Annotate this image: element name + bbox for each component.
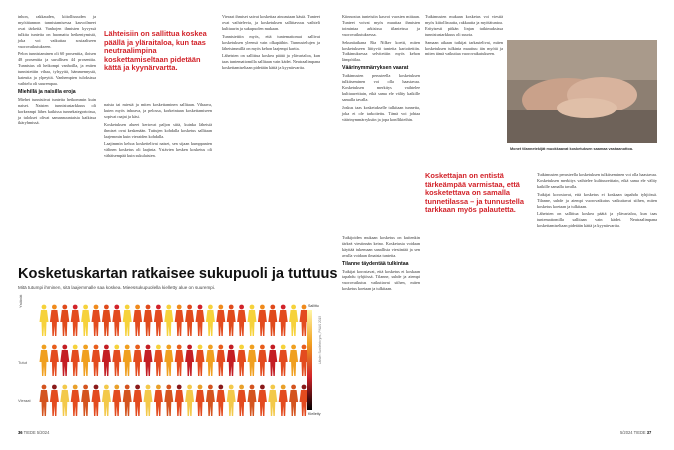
paragraph: Samaan aikaan tutkijat tarkastelivat, miten kosketuksen tulkinta muuttuu iän myötä ja miten tämä vaikuttaa vuorovaikutukseen. <box>425 39 503 57</box>
body-silhouette <box>102 385 111 416</box>
body-silhouette <box>112 385 121 416</box>
body-silhouette <box>81 345 90 376</box>
footer-left <box>18 430 49 435</box>
body-silhouette <box>206 385 215 416</box>
magazine-issue: 5/2024 TIEDE <box>620 430 646 435</box>
page-number: 37 <box>646 430 652 435</box>
hands-photo-illustration <box>507 40 657 143</box>
article-column-1 <box>18 14 96 128</box>
body-silhouette <box>60 345 69 376</box>
body-silhouette <box>289 305 298 336</box>
body-silhouette <box>227 305 236 336</box>
body-silhouette <box>258 385 267 416</box>
body-silhouette <box>40 345 49 376</box>
body-silhouette <box>227 345 236 376</box>
color-scale-bar <box>307 310 312 410</box>
body-silhouette <box>268 305 277 336</box>
body-silhouette <box>60 385 69 416</box>
body-silhouette <box>237 345 246 376</box>
body-silhouette <box>50 305 59 336</box>
body-silhouette <box>144 345 153 376</box>
paragraph: Tutkijoiden mukaan kosketus on kuitenkin tärkeä viestinnän keino. Kosketusta voidaan käyttää tukemaan sanallista viestintää ja sen avulla voidaan ilmaista tunteita. <box>342 235 420 258</box>
article-column-7 <box>537 172 657 231</box>
row-label: Vieraat <box>18 398 31 403</box>
paragraph: Miehet tunnistivat tunteita heikommin kuin naiset. Naisten tunnistustarkkuus oli korkeampi lähes kaikissa tunnekategorioissa, ja tulokset olivat samansuuntaisia kaikissa ikäryhmissä. <box>18 96 96 126</box>
body-silhouette <box>237 305 246 336</box>
article-photo <box>507 40 657 143</box>
body-silhouette <box>258 345 267 376</box>
pull-quote-1: Lähteisiin on sallittua koskea päällä ja yläraitaloa, kun taas neutraalimpina koskettamiseltaan pidetään kättä ja kyynärvartta. <box>104 29 207 73</box>
figure-title: Kosketuskartan ratkaisee sukupuoli ja tuttuus <box>18 266 338 282</box>
paragraph: Pelon tunnistaminen oli 60 prosenttia, iloisen 48 prosenttia ja surullisen 44 prosenttia. Tunnistus oli heikompi vanhoilla, ja eniten tunnistettiin vihaa, tylsyyttä, hämmennystä, kateutta ja ylpeyttä. Vanhempien tuloksissa vaihtelu oli suurempaa. <box>18 51 96 86</box>
body-silhouette <box>40 305 49 336</box>
body-silhouette <box>185 305 194 336</box>
body-silhouette <box>175 345 184 376</box>
body-silhouette <box>185 385 194 416</box>
figure-source: Lähde: Suvilehto ym., PNAS 2015 <box>318 315 323 365</box>
legend-allowed-label: Sallittu <box>308 304 319 308</box>
paragraph: Tutkimusten mukaan kosketus voi viestiä myös kiitollisuutta, rakkautta ja myötätuntoa. Erityisesti pitkän linjan tutkimuksissa tunnistustarkkuus oli suurta. <box>425 14 503 37</box>
paragraph: Tutkijat korostavat, että kosketus ei koskaan tapahdu tyhjiössä. Tilanne, suhde ja aiempi vuorovaikutus vaikuttavat siihen, miten kosketus koetaan ja tulkitaan. <box>342 268 420 292</box>
page-number: 36 <box>18 430 23 435</box>
article-column-5 <box>342 235 420 294</box>
body-silhouette <box>248 305 257 336</box>
paragraph: Tutkimusten perusteella kosketuksen tulkitseminen voi olla haastavaa. Kosketuksen merkitys vaihtelee kulttuureittain, eikä sama ele välity kaikille samalla tavalla. <box>342 73 420 102</box>
body-silhouette <box>216 385 225 416</box>
pull-quote-2: Koskettajan on entistä tärkeämpää varmistaa, että kosketettava on samalla tunnetilassa – ja tunnustella tarkkaan myös palautetta. <box>425 171 524 215</box>
paragraph: Läheisten on sallittua koskea päätä ja ylävartaloa, kun taas tuntemattomilla sallitaan vain kädet. Neutraalimpana koskettamiseltaan pidetään kättä ja kyynärvartta. <box>537 211 657 229</box>
paragraph: inhon, rakkauden, kiitollisuuden ja myötätunnon tunnistamisessa kasvoilmeet ovat tärkeitä. Vanhojen ihmisten kyvyssä tulkita tunteita on huomattu heikentymistä, joka voi vaikuttaa sosiaaliseen vuorovaikutukseen. <box>18 14 96 49</box>
body-silhouette <box>248 385 257 416</box>
body-silhouette <box>40 385 49 416</box>
body-silhouette <box>164 345 173 376</box>
body-silhouette <box>248 345 257 376</box>
legend-forbidden-label: Kielletty <box>308 412 321 416</box>
body-silhouette <box>123 305 132 336</box>
paragraph: Läheisten on sallittua koskea päätä ja ylävartaloa, kun taas tuntemattomilla sallitaan vain kädet. Neutraalimpana koskettamiseltaan pidetään kättä ja kyynärvartta. <box>222 53 320 71</box>
body-silhouette <box>102 345 111 376</box>
paragraph: Tutkijat korostavat, että kosketus ei koskaan tapahdu tyhjiössä. Tilanne, suhde ja aiempi vuorovaikutus vaikuttavat siihen, miten kosketus koetaan ja tulkitaan. <box>537 191 657 209</box>
paragraph: Joskus taas kosketukselle tulkitaan tunnetta, joka ei ole tarkoitettu. Tämä voi johtaa väärinymmärryksiin ja jopa konflikteihin. <box>342 104 420 122</box>
body-silhouette <box>71 345 80 376</box>
section-heading: Väärinymmärryksen vaarat <box>342 65 409 72</box>
photo-caption: Monet tilannetekijät muokkaavat kosketuksen saamaa vastaanottoa. <box>510 147 634 151</box>
body-silhouette <box>164 385 173 416</box>
paragraph: Laajimmin kehoa koskettelivat naiset, sen sijaan kumppanien välinen kosketus oli laajinta. Ystävien kesken kosketus oli vähäisempää kuin sukulaisten. <box>104 141 212 159</box>
body-silhouette <box>133 385 142 416</box>
body-silhouette <box>196 345 205 376</box>
body-silhouette <box>92 385 101 416</box>
body-silhouette <box>71 305 80 336</box>
paragraph: naista tai miestä ja miten koskettaminen sallitaan. Vihaava, kuten myös inhoava, ja pelossa, korkeintaan koskettamiseen sopivat raajat ja käsi. <box>104 102 212 119</box>
body-silhouette <box>164 305 173 336</box>
body-silhouette <box>227 385 236 416</box>
body-silhouette <box>154 305 163 336</box>
body-silhouette <box>279 345 288 376</box>
body-silhouette <box>268 385 277 416</box>
body-silhouette <box>81 305 90 336</box>
paragraph: Sekuntiaikana Ria Nilker koetti, miten kosketukseen liittyviä tunteita kartoitettiin. Tutkimuksessa selvitettiin myös kehon lämpötilaa. <box>342 39 420 63</box>
body-silhouettes <box>32 298 332 423</box>
body-silhouette <box>50 385 59 416</box>
body-silhouette <box>144 305 153 336</box>
body-silhouette <box>279 385 288 416</box>
article-column-3 <box>222 14 320 73</box>
body-silhouette <box>206 345 215 376</box>
body-silhouette <box>175 385 184 416</box>
article-column-2 <box>104 102 212 161</box>
body-silhouette <box>279 305 288 336</box>
body-silhouette <box>133 305 142 336</box>
body-silhouette <box>289 385 298 416</box>
article-column-4 <box>342 14 420 124</box>
body-silhouette <box>154 385 163 416</box>
body-silhouette <box>216 345 225 376</box>
body-silhouette <box>81 385 90 416</box>
body-silhouette <box>92 345 101 376</box>
body-silhouette <box>185 345 194 376</box>
figure-subtitle: Mitä tutumpi ihminen, sitä laajemmalle saa koskea. Mieessukupuolella kielletty alue on suurempi. <box>18 285 216 290</box>
section-heading: Miehillä ja naisilla eroja <box>18 88 76 95</box>
paragraph: Kosketuksen alueet kertovat paljon siitä, kuinka läheisiä ihmiset ovat keskenään. Tuttujen kohdalla kosketus sallitaan laajemmin kuin vieraiden kohdalla. <box>104 121 212 139</box>
paragraph: Tutkimusten perusteella kosketuksen tulkitseminen voi olla haastavaa. Kosketuksen merkitys vaihtelee kulttuureittain, eikä sama ele välity kaikille samalla tavalla. <box>537 172 657 189</box>
body-silhouette <box>60 305 69 336</box>
body-silhouette <box>123 385 132 416</box>
body-silhouette <box>102 305 111 336</box>
body-silhouette <box>112 305 121 336</box>
body-silhouette <box>92 305 101 336</box>
body-silhouette <box>289 345 298 376</box>
article-column-6 <box>425 14 503 59</box>
row-label: Tutut <box>18 360 27 365</box>
body-silhouette <box>237 385 246 416</box>
body-silhouette <box>206 305 215 336</box>
body-silhouette <box>133 345 142 376</box>
body-silhouette <box>216 305 225 336</box>
body-silhouette <box>71 385 80 416</box>
body-map-figure <box>18 294 336 423</box>
body-silhouette <box>154 345 163 376</box>
body-silhouette <box>268 345 277 376</box>
paragraph: Vieraat ihmiset saivat koskettaa ainoastaan käsiä. Tunteet ovat vaihtelevia, ja kosketuksen sallittavuus vaihteli kulttuurin ja sukupuolen mukaan. <box>222 14 320 31</box>
magazine-issue: TIEDE 5/2024 <box>23 430 50 435</box>
row-label: Ystävät <box>18 294 23 308</box>
body-silhouette <box>112 345 121 376</box>
body-silhouette <box>123 345 132 376</box>
section-heading: Tilanne täydentää tulkintaa <box>342 260 409 267</box>
body-silhouette <box>258 305 267 336</box>
body-silhouette <box>50 345 59 376</box>
body-silhouette <box>196 305 205 336</box>
paragraph: Tunnistettiin myös, että tuntemattomat sallivat kosketuksen yleensä vain olkapäihin. Tunnustelujen ja läheisimmillä on myös kehon laajempi kartta. <box>222 33 320 51</box>
body-silhouette <box>196 385 205 416</box>
body-silhouette <box>144 385 153 416</box>
paragraph: Kiinnostus tunteisiin kasvoi vuosien mittaan. Tunteet voivat myös muuttaa ihmisten toimintaa arkisissa tilanteissa ja vuorovaikutuksessa. <box>342 14 420 37</box>
body-silhouette <box>175 305 184 336</box>
footer-right <box>620 430 651 435</box>
